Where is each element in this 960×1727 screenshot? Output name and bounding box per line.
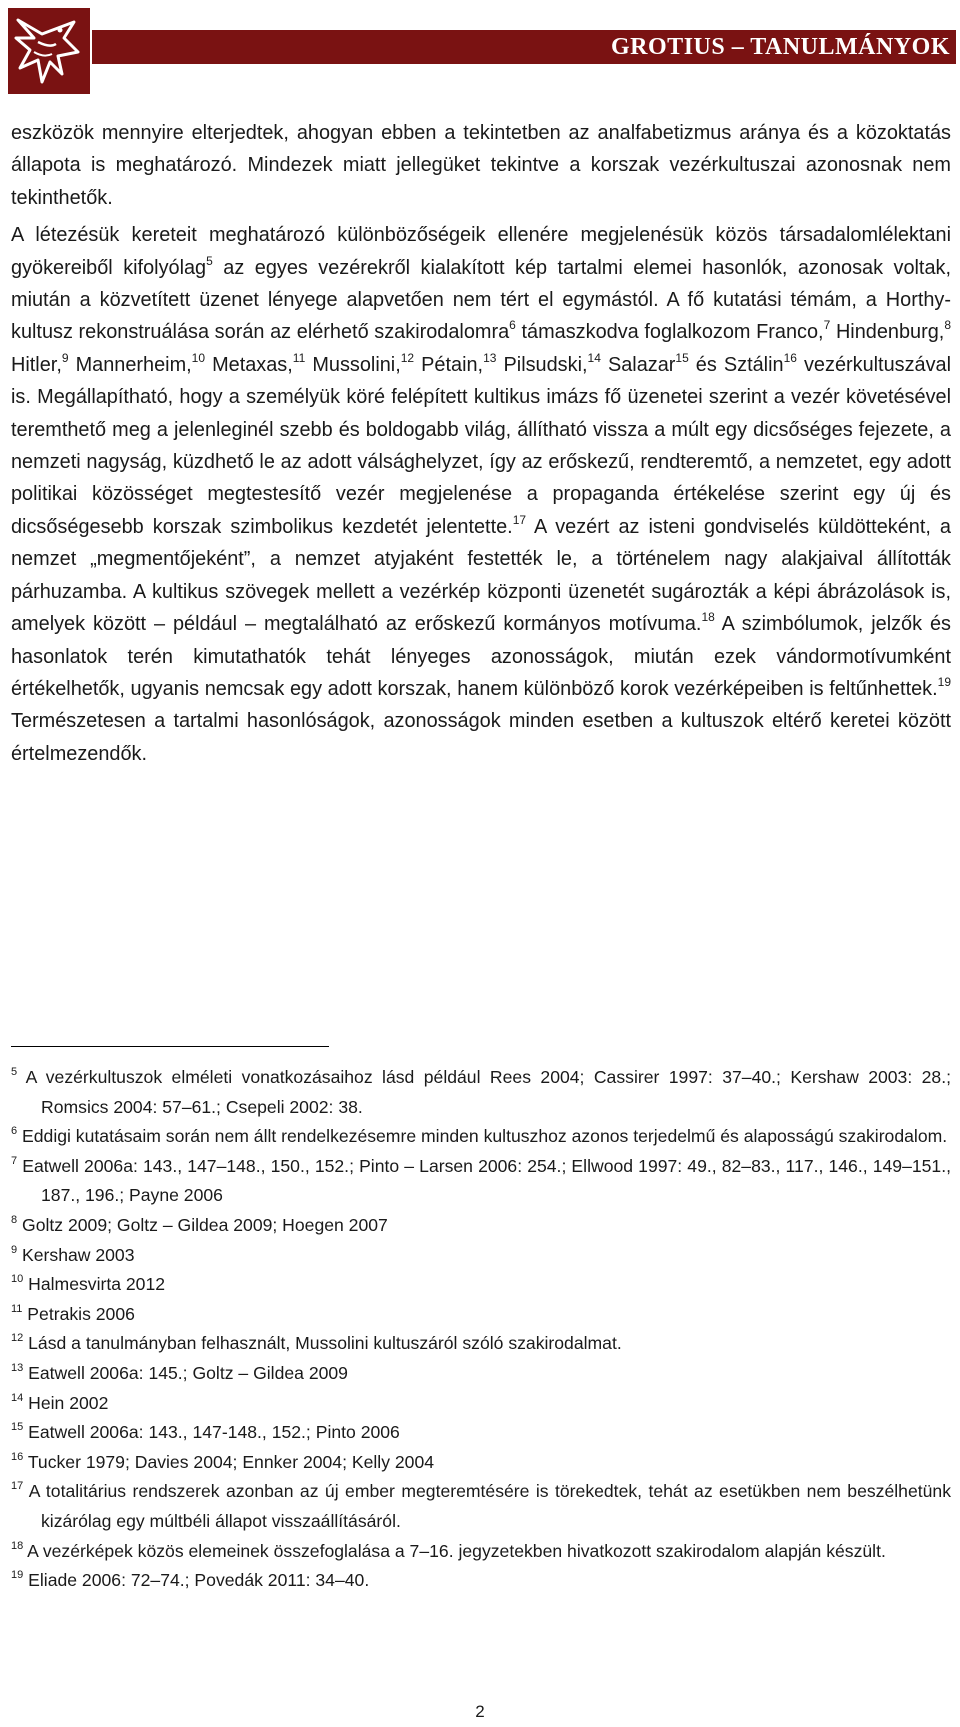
footnote-number: 14 [11, 1391, 24, 1404]
footnote-ref[interactable]: 8 [944, 318, 951, 333]
footnote-text: A totalitárius rendszerek azonban az új ember megteremtésére is törekedtek, tehát az esetükben nem beszélhetünk kizárólag egy múltbéli állapot visszaállításáról. [23, 1481, 951, 1531]
footnote-text: Kershaw 2003 [17, 1244, 135, 1265]
text-run: támaszkodva foglalkozom Franco, [515, 321, 824, 344]
footnote-text: Eliade 2006: 72–74.; Povedák 2011: 34–40. [23, 1570, 370, 1591]
footnote-ref[interactable]: 11 [292, 350, 306, 365]
footnote-number: 13 [11, 1361, 24, 1374]
footnote-ref[interactable]: 5 [206, 253, 213, 268]
footnote-number: 6 [11, 1125, 18, 1138]
footnote-ref[interactable]: 12 [400, 350, 415, 365]
footnote-number: 10 [11, 1273, 24, 1286]
grotius-bird-logo-icon [8, 8, 90, 94]
footnote-text: Hein 2002 [23, 1392, 109, 1413]
footnote-text: A vezérképek közös elemeinek összefoglalása a 7–16. jegyzetekben hivatkozott szakirodalom alapján készült. [23, 1540, 886, 1561]
footnote-text: Eatwell 2006a: 143., 147–148., 150., 152.; Pinto – Larsen 2006: 254.; Ellwood 1997: 49., 82–83., 117., 146., 149–151., 187., 196.; Payne 2006 [17, 1155, 951, 1206]
text-run: A szimbólumok, jelzők és hasonlatok terén kimutathatók tehát lényeges azonosságok, miután ezek vándormotívumként értékelhetők, ugyanis nemcsak egy adott korszak, hanem különböző korok vezérképeiben is feltűnhettek. [11, 613, 951, 700]
footnote-ref[interactable]: 15 [675, 350, 689, 365]
footnote-text: A vezérkultuszok elméleti vonatkozásaihoz lásd például Rees 2004; Cassirer 1997: 37–40.; Kershaw 2003: 28.; Romsics 2004: 57–61.; Csepeli 2002: 38. [17, 1067, 951, 1117]
text-run: és Sztálin [688, 353, 784, 376]
text-run: Metaxas, [205, 353, 293, 376]
footnote-ref[interactable]: 6 [509, 318, 516, 333]
paragraph-2 [11, 219, 951, 770]
grotius-logo [8, 8, 90, 94]
footnote [11, 1389, 951, 1419]
text-run: Természetesen a tartalmi hasonlóságok, azonosságok minden esetben a kultuszok eltérő keretei között értelmezendők. [11, 710, 951, 765]
footnote [11, 1359, 951, 1389]
footnote [11, 1270, 951, 1300]
text-run: Hindenburg, [830, 321, 945, 344]
footnote-ref[interactable]: 19 [937, 674, 951, 689]
text-run: A létezésük kereteit meghatározó különbözőségeik ellenére megjelenésük közös társadalomlélektani gyökereiből kifolyólag [11, 224, 951, 279]
footnote-text: Goltz 2009; Goltz – Gildea 2009; Hoegen 2007 [17, 1214, 388, 1235]
footnote [11, 1152, 951, 1211]
footnote-text: Lásd a tanulmányban felhasznált, Mussolini kultuszáról szóló szakirodalmat. [23, 1333, 622, 1354]
footnote-separator [11, 1046, 329, 1047]
footnote-number: 18 [11, 1539, 24, 1552]
footnote [11, 1063, 951, 1122]
footnote-number: 7 [11, 1154, 18, 1167]
footnote-number: 15 [11, 1421, 24, 1434]
article-body [11, 117, 951, 770]
footnote-ref[interactable]: 7 [823, 318, 831, 333]
footnote-text: Tucker 1979; Davies 2004; Ennker 2004; Kelly 2004 [23, 1451, 435, 1472]
footnote-text: Eddigi kutatásaim során nem állt rendelkezésemre minden kultuszhoz azonos terjedelmű és alaposságú szakirodalom. [17, 1126, 948, 1147]
footnote-number: 17 [11, 1480, 24, 1493]
footnote-ref[interactable]: 9 [61, 350, 69, 365]
footnote-number: 8 [11, 1213, 18, 1226]
text-run: Hitler, [11, 353, 62, 376]
header-band [92, 30, 956, 64]
footnote [11, 1537, 951, 1567]
footnote [11, 1418, 951, 1448]
footnote-number: 11 [11, 1302, 23, 1315]
journal-title: GROTIUS – TANULMÁNYOK [611, 34, 950, 60]
footnote-ref[interactable]: 14 [587, 350, 601, 365]
footnote-ref[interactable]: 17 [512, 512, 527, 527]
footnote-number: 5 [11, 1066, 18, 1078]
paragraph-1: eszközök mennyire elterjedtek, ahogyan ebben a tekintetben az analfabetizmus aránya és a közoktatás állapota is meghatározó. Mindezek miatt jellegüket tekintve a korszak vezérkultuszai azonosnak nem tekinthetők. [11, 122, 951, 209]
footnote-text: Halmesvirta 2012 [23, 1274, 166, 1295]
text-run: A vezért az isteni gondviselés küldötteként, a nemzet „megmentőjeként”, a nemzet atyjaként festették le, a történelem nagy alakjaival állították párhuzamba. A kultikus szövegek mellett a vezérkép központi üzenetét sugározták a képi ábrázolások is, amelyek között – például – megtalálható az erőskezű kormányos motívuma. [11, 515, 951, 636]
footnotes [11, 1063, 951, 1596]
text-run: Mussolini, [305, 353, 401, 376]
footnote-ref[interactable]: 18 [701, 610, 715, 625]
footnote [11, 1477, 951, 1536]
text-run: Pétain, [414, 353, 484, 376]
footnote [11, 1122, 951, 1152]
text-run: Salazar [600, 353, 676, 376]
text-run: Mannerheim, [68, 353, 192, 376]
footnote-number: 16 [11, 1450, 24, 1463]
footnote-number: 19 [11, 1569, 24, 1582]
footnote-text: Eatwell 2006a: 143., 147-148., 152.; Pinto 2006 [23, 1422, 400, 1443]
footnote [11, 1300, 951, 1330]
footnote-number: 9 [11, 1243, 18, 1256]
page-header [0, 0, 960, 100]
footnote [11, 1329, 951, 1359]
page-number: 2 [475, 1702, 485, 1721]
footnote-text: Eatwell 2006a: 145.; Goltz – Gildea 2009 [23, 1362, 348, 1383]
footnote [11, 1241, 951, 1271]
footnote-ref[interactable]: 13 [483, 350, 497, 365]
footnote-number: 12 [11, 1332, 24, 1345]
footnote-ref[interactable]: 16 [783, 350, 797, 365]
footnote [11, 1211, 951, 1241]
text-run: Pilsudski, [496, 353, 588, 376]
footnote-text: Petrakis 2006 [22, 1303, 135, 1324]
footnote [11, 1566, 951, 1596]
text-run: vezérkultuszával is. Megállapítható, hogy a személyük köré felépített kultikus imázs fő üzenetei szerint a vezér követésével teremthető meg a jelenleginél szebb és boldogabb világ, állítható vissza a múlt egy dicsőséges fejezete, a nemzeti nagyság, küzdhető le az adott válsághelyzet, így az erőskezű, rendteremtő, a nemzetet, egy adott politikai közösséget megtestesítő vezér megjelenése a propaganda értékelése szerint egy új és dicsőségesebb korszak szimbolikus kezdetét jelentette. [11, 353, 952, 538]
footnote-ref[interactable]: 10 [191, 350, 206, 365]
text-run: az egyes vezérekről kialakított kép tartalmi elemei hasonlók, azonosak voltak, miután a közvetített üzenet lényege alapvetően nem tért el egymástól. A fő kutatási témám, a Horthy-kultusz rekonstruálása során az elérhető szakirodalomra [11, 256, 951, 344]
footnote [11, 1448, 951, 1478]
